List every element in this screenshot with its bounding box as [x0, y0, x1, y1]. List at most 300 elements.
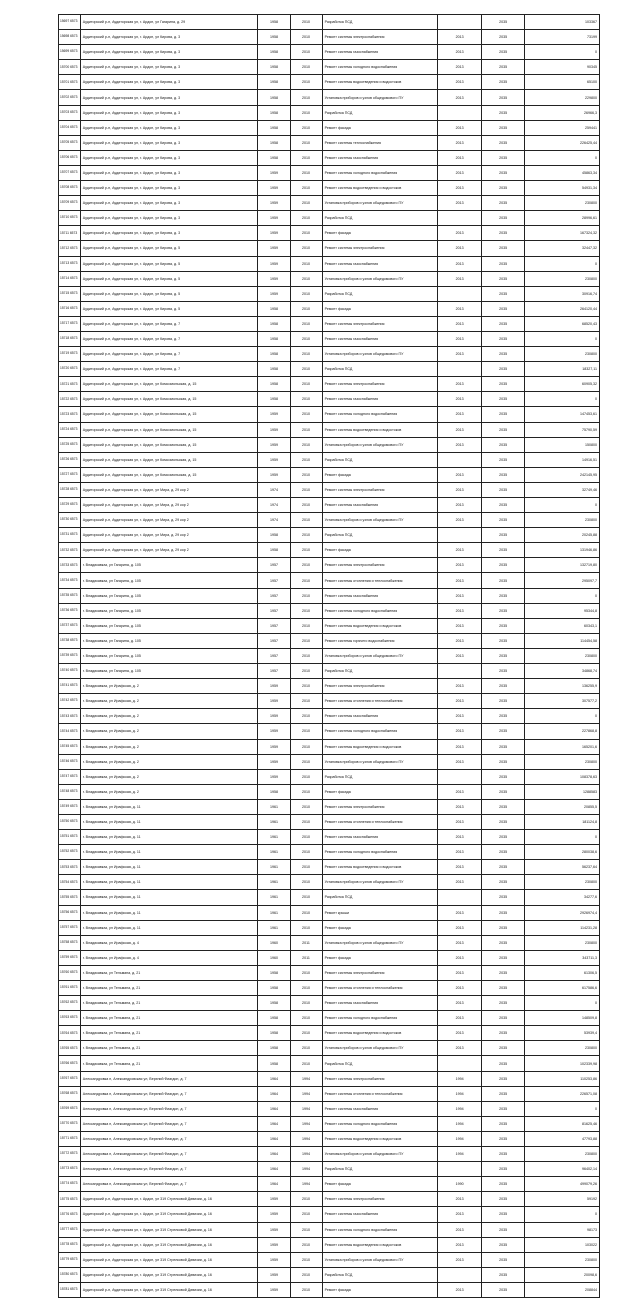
table-row: [59, 1222, 600, 1237]
cell-period-end: 2035: [481, 588, 525, 603]
cell-period-end: 2035: [481, 241, 525, 256]
cell-record-id: 15760 6573: [59, 965, 81, 980]
cell-period-start: 2013: [438, 407, 482, 422]
cell-period-end: 2035: [481, 105, 525, 120]
cell-last-repair-year: 2010: [290, 105, 322, 120]
cell-work-type: Ремонт фасада: [322, 1177, 438, 1192]
cell-period-start: [438, 1267, 482, 1282]
cell-cost: 60343,1: [525, 618, 600, 633]
cell-cost: 61306,5: [525, 965, 600, 980]
cell-work-type: Ремонт системы электроснабжения: [322, 482, 438, 497]
cell-period-end: 2035: [481, 1252, 525, 1267]
cell-build-year: 1961: [258, 875, 290, 890]
cell-address: Аудиторский р-н, Аудиторская ул, г. Ардон, ул 319 Стрелковой Дивизии, д. 16: [80, 1207, 258, 1222]
cell-last-repair-year: 1994: [290, 1162, 322, 1177]
table-row: [59, 150, 600, 165]
table-row: [59, 724, 600, 739]
cell-work-type: Ремонт системы отопления и теплоснабжения: [322, 573, 438, 588]
cell-work-type: Ремонт системы холодного водоснабжения: [322, 407, 438, 422]
cell-period-start: [438, 1162, 482, 1177]
table-row: [59, 875, 600, 890]
cell-period-end: 2035: [481, 694, 525, 709]
cell-cost: 0: [525, 392, 600, 407]
table-row: [59, 498, 600, 513]
cell-work-type: Разработка ПСД: [322, 890, 438, 905]
cell-address: Аудиторский р-н, Аудиторская ул, г. Ардон, ул Кирова, д. 5: [80, 301, 258, 316]
cell-address: Аудиторский р-н, Аудиторская ул, г. Ардон, ул Мира, д. 29 кор 2: [80, 498, 258, 513]
table-row: [59, 75, 600, 90]
cell-work-type: Ремонт системы газоснабжения: [322, 996, 438, 1011]
cell-period-start: 2013: [438, 347, 482, 362]
table-row: [59, 739, 600, 754]
cell-work-type: Ремонт системы электроснабжения: [322, 799, 438, 814]
table-row: [59, 528, 600, 543]
cell-period-start: 2013: [438, 256, 482, 271]
cell-work-type: Ремонт системы холодного водоснабжения: [322, 603, 438, 618]
cell-address: Аудиторский р-н, Аудиторская ул, г. Ардон, ул Комсомольская, д. 15: [80, 467, 258, 482]
cell-period-start: 2013: [438, 860, 482, 875]
cell-build-year: 1958: [258, 15, 290, 30]
cell-period-end: 2035: [481, 1116, 525, 1131]
cell-period-start: 2013: [438, 241, 482, 256]
cell-period-start: 2013: [438, 165, 482, 180]
cell-record-id: 15743 6573: [59, 709, 81, 724]
cell-address: Аудиторский р-н, Аудиторская ул, г. Ардон, ул Комсомольская, д. 15: [80, 392, 258, 407]
cell-record-id: 15740 6573: [59, 664, 81, 679]
cell-period-end: 2035: [481, 467, 525, 482]
cell-period-end: 2035: [481, 875, 525, 890]
cell-record-id: 15741 6573: [59, 679, 81, 694]
cell-record-id: 15776 6573: [59, 1207, 81, 1222]
table-row: [59, 1267, 600, 1282]
cell-cost: 0: [525, 830, 600, 845]
cell-period-end: 2035: [481, 633, 525, 648]
cell-last-repair-year: 1994: [290, 1131, 322, 1146]
cell-period-end: 2035: [481, 769, 525, 784]
cell-period-start: 2013: [438, 120, 482, 135]
cell-last-repair-year: 2010: [290, 286, 322, 301]
cell-cost: 30916,74: [525, 286, 600, 301]
cell-cost: 81625,46: [525, 1116, 600, 1131]
cell-last-repair-year: 2010: [290, 347, 322, 362]
table-row: [59, 965, 600, 980]
cell-address: г. Владикавказ, ул Ирафская, д. 2: [80, 709, 258, 724]
table-row: [59, 814, 600, 829]
cell-build-year: 1957: [258, 573, 290, 588]
cell-last-repair-year: 2010: [290, 135, 322, 150]
cell-last-repair-year: 2010: [290, 120, 322, 135]
cell-last-repair-year: 2010: [290, 664, 322, 679]
cell-cost: 110253,86: [525, 1071, 600, 1086]
cell-cost: 47793,88: [525, 1131, 600, 1146]
cell-last-repair-year: 2010: [290, 618, 322, 633]
cell-period-end: 2035: [481, 648, 525, 663]
cell-last-repair-year: 2010: [290, 996, 322, 1011]
capital-repair-table-page: [58, 14, 600, 1298]
cell-period-end: 2035: [481, 513, 525, 528]
cell-period-start: [438, 769, 482, 784]
table-row: [59, 588, 600, 603]
cell-period-end: 2035: [481, 301, 525, 316]
cell-build-year: 1959: [258, 196, 290, 211]
cell-build-year: 1961: [258, 860, 290, 875]
cell-cost: 148509,8: [525, 1011, 600, 1026]
cell-address: г. Владикавказ, ул Гагарина, д. 105: [80, 588, 258, 603]
cell-period-end: 2035: [481, 950, 525, 965]
cell-last-repair-year: 2010: [290, 890, 322, 905]
cell-cost: 0: [525, 150, 600, 165]
table-row: [59, 15, 600, 30]
cell-address: Аудиторский р-н, Аудиторская ул, г. Ардон, ул Кирова, д. 5: [80, 286, 258, 301]
cell-record-id: 15707 6573: [59, 165, 81, 180]
cell-period-start: 2013: [438, 573, 482, 588]
table-row: [59, 362, 600, 377]
cell-cost: 20245,88: [525, 528, 600, 543]
cell-period-start: 2013: [438, 679, 482, 694]
cell-period-start: [438, 362, 482, 377]
cell-build-year: 1959: [258, 226, 290, 241]
table-row: [59, 120, 600, 135]
cell-cost: 167324,32: [525, 226, 600, 241]
cell-address: г. Владикавказ, ул Ирафская, д. 2: [80, 769, 258, 784]
cell-cost: 208844: [525, 1282, 600, 1297]
table-row: [59, 286, 600, 301]
cell-record-id: 15699 6573: [59, 45, 81, 60]
cell-work-type: Установка приборов и узлов общедомового ПУ: [322, 437, 438, 452]
table-row: [59, 1282, 600, 1297]
cell-record-id: 15769 6573: [59, 1101, 81, 1116]
cell-last-repair-year: 1994: [290, 1086, 322, 1101]
cell-work-type: Ремонт фасада: [322, 920, 438, 935]
cell-period-end: 2035: [481, 60, 525, 75]
table-row: [59, 784, 600, 799]
cell-cost: 0: [525, 709, 600, 724]
cell-cost: 230800: [525, 648, 600, 663]
cell-cost: 343711,3: [525, 950, 600, 965]
table-row: [59, 603, 600, 618]
table-row: [59, 769, 600, 784]
cell-period-end: 2035: [481, 377, 525, 392]
cell-address: Аудиторский р-н, Аудиторская ул, г. Ардон, ул Мира, д. 29 кор 2: [80, 482, 258, 497]
cell-build-year: 1958: [258, 135, 290, 150]
cell-period-end: 2035: [481, 75, 525, 90]
cell-period-end: 2035: [481, 316, 525, 331]
cell-work-type: Разработка ПСД: [322, 286, 438, 301]
cell-build-year: 1959: [258, 437, 290, 452]
cell-record-id: 15748 6573: [59, 784, 81, 799]
cell-record-id: 15759 6573: [59, 950, 81, 965]
cell-record-id: 15712 6573: [59, 241, 81, 256]
cell-record-id: 15725 6573: [59, 437, 81, 452]
cell-period-end: 2035: [481, 1071, 525, 1086]
table-row: [59, 30, 600, 45]
cell-build-year: 1959: [258, 1282, 290, 1297]
cell-address: г. Владикавказ, ул Ирафская, д. 11: [80, 920, 258, 935]
cell-period-end: 2035: [481, 618, 525, 633]
cell-address: г. Владикавказ, ул Гагарина, д. 105: [80, 648, 258, 663]
cell-build-year: 1957: [258, 618, 290, 633]
cell-last-repair-year: 2010: [290, 1237, 322, 1252]
cell-build-year: 1958: [258, 120, 290, 135]
cell-record-id: 15708 6573: [59, 181, 81, 196]
cell-period-start: 1994: [438, 1116, 482, 1131]
cell-last-repair-year: 2010: [290, 211, 322, 226]
cell-work-type: Ремонт системы электроснабжения: [322, 558, 438, 573]
cell-period-start: 2013: [438, 603, 482, 618]
cell-build-year: 1957: [258, 648, 290, 663]
cell-record-id: 15739 6573: [59, 648, 81, 663]
cell-work-type: Ремонт системы газоснабжения: [322, 498, 438, 513]
cell-build-year: 1958: [258, 543, 290, 558]
table-row: [59, 679, 600, 694]
cell-cost: 226571,08: [525, 1086, 600, 1101]
cell-period-start: 2013: [438, 196, 482, 211]
table-row: [59, 845, 600, 860]
cell-work-type: Ремонт системы электроснабжения: [322, 241, 438, 256]
cell-period-start: 2013: [438, 784, 482, 799]
cell-record-id: 15754 6573: [59, 875, 81, 890]
table-row: [59, 920, 600, 935]
cell-cost: 165201,6: [525, 739, 600, 754]
cell-last-repair-year: 2010: [290, 165, 322, 180]
table-row: [59, 331, 600, 346]
cell-record-id: 15758 6573: [59, 935, 81, 950]
cell-work-type: Ремонт системы электроснабжения: [322, 679, 438, 694]
table-row: [59, 60, 600, 75]
cell-period-end: 2035: [481, 422, 525, 437]
table-row: [59, 452, 600, 467]
cell-last-repair-year: 2010: [290, 196, 322, 211]
cell-record-id: 15730 6573: [59, 513, 81, 528]
cell-cost: 60905,32: [525, 377, 600, 392]
cell-period-end: 2035: [481, 724, 525, 739]
cell-record-id: 15755 6573: [59, 890, 81, 905]
cell-period-start: 2013: [438, 150, 482, 165]
cell-last-repair-year: 2010: [290, 845, 322, 860]
table-row: [59, 950, 600, 965]
cell-period-end: 2035: [481, 1207, 525, 1222]
cell-period-start: 2013: [438, 467, 482, 482]
cell-last-repair-year: 2010: [290, 150, 322, 165]
cell-last-repair-year: 2010: [290, 271, 322, 286]
cell-cost: 147453,61: [525, 407, 600, 422]
cell-address: Аудиторский р-н, Аудиторская ул, г. Ардон, ул Комсомольская, д. 15: [80, 452, 258, 467]
cell-last-repair-year: 2010: [290, 362, 322, 377]
cell-period-end: 2035: [481, 1101, 525, 1116]
cell-period-start: 2013: [438, 181, 482, 196]
cell-build-year: 1958: [258, 301, 290, 316]
cell-address: г. Владикавказ, ул Тельмана, д. 21: [80, 1041, 258, 1056]
cell-period-start: [438, 286, 482, 301]
cell-cost: 227868,8: [525, 724, 600, 739]
cell-address: Аудиторский р-н, Аудиторская ул, г. Ардон, ул 319 Стрелковой Дивизии, д. 16: [80, 1252, 258, 1267]
cell-cost: 230800: [525, 1041, 600, 1056]
cell-last-repair-year: 2010: [290, 981, 322, 996]
cell-record-id: 15778 6573: [59, 1237, 81, 1252]
cell-address: Аудиторский р-н, Аудиторская ул, г. Ардон, ул Гагарина, д. 29: [80, 15, 258, 30]
cell-cost: 95344,8: [525, 603, 600, 618]
cell-work-type: Установка приборов и узлов общедомового ПУ: [322, 271, 438, 286]
cell-period-start: 2013: [438, 45, 482, 60]
cell-build-year: 1961: [258, 890, 290, 905]
table-row: [59, 799, 600, 814]
table-row: [59, 1131, 600, 1146]
cell-period-start: 2013: [438, 588, 482, 603]
cell-cost: 242145,95: [525, 467, 600, 482]
cell-period-end: 2035: [481, 135, 525, 150]
cell-work-type: Ремонт фасада: [322, 120, 438, 135]
cell-cost: 0: [525, 588, 600, 603]
cell-period-end: 2035: [481, 603, 525, 618]
table-body: [59, 15, 600, 1298]
cell-address: Аудиторский р-н, Аудиторская ул, г. Ардон, ул Кирова, д. 5: [80, 241, 258, 256]
cell-build-year: 1957: [258, 633, 290, 648]
cell-work-type: Ремонт системы водоотведения и водостоков: [322, 618, 438, 633]
cell-period-end: 2035: [481, 860, 525, 875]
cell-cost: 114454,58: [525, 633, 600, 648]
cell-work-type: Установка приборов и узлов общедомового ПУ: [322, 648, 438, 663]
cell-record-id: 15766 6573: [59, 1056, 81, 1071]
cell-period-start: 2013: [438, 1192, 482, 1207]
table-row: [59, 694, 600, 709]
table-row: [59, 377, 600, 392]
table-row: [59, 211, 600, 226]
cell-period-start: 2013: [438, 981, 482, 996]
cell-period-end: 2035: [481, 165, 525, 180]
cell-last-repair-year: 2010: [290, 648, 322, 663]
cell-build-year: 1959: [258, 1267, 290, 1282]
cell-period-start: 2013: [438, 482, 482, 497]
cell-build-year: 1959: [258, 422, 290, 437]
cell-address: Аудиторский р-н, Аудиторская ул, г. Ардон, ул Кирова, д. 7: [80, 347, 258, 362]
cell-address: г. Владикавказ, ул Ирафская, д. 11: [80, 875, 258, 890]
cell-work-type: Разработка ПСД: [322, 452, 438, 467]
cell-work-type: Разработка ПСД: [322, 1162, 438, 1177]
cell-build-year: 1958: [258, 377, 290, 392]
cell-address: Аудиторский р-н, Аудиторская ул, г. Ардон, ул Кирова, д. 7: [80, 331, 258, 346]
cell-period-start: 2013: [438, 724, 482, 739]
cell-address: г. Владикавказ, ул Гагарина, д. 105: [80, 633, 258, 648]
cell-address: Александровка п, Александровская ул, Верхний Фиагдон, д. 7: [80, 1147, 258, 1162]
cell-period-start: 1994: [438, 1101, 482, 1116]
cell-period-start: 2013: [438, 633, 482, 648]
cell-record-id: 15705 6573: [59, 135, 81, 150]
cell-address: Аудиторский р-н, Аудиторская ул, г. Ардон, ул Кирова, д. 3: [80, 90, 258, 105]
table-row: [59, 1237, 600, 1252]
cell-last-repair-year: 2010: [290, 1011, 322, 1026]
cell-period-start: 2013: [438, 739, 482, 754]
cell-period-start: 2013: [438, 90, 482, 105]
cell-period-start: 2013: [438, 1026, 482, 1041]
cell-build-year: 1959: [258, 407, 290, 422]
cell-build-year: 1974: [258, 482, 290, 497]
cell-period-end: 2035: [481, 150, 525, 165]
cell-work-type: Разработка ПСД: [322, 664, 438, 679]
cell-work-type: Ремонт системы газоснабжения: [322, 1101, 438, 1116]
cell-address: г. Владикавказ, ул Тельмана, д. 21: [80, 981, 258, 996]
cell-work-type: Ремонт системы холодного водоснабжения: [322, 165, 438, 180]
table-row: [59, 709, 600, 724]
cell-period-end: 2035: [481, 845, 525, 860]
table-row: [59, 573, 600, 588]
cell-record-id: 15733 6573: [59, 558, 81, 573]
cell-build-year: 1959: [258, 256, 290, 271]
cell-cost: 73199: [525, 30, 600, 45]
cell-work-type: Ремонт системы холодного водоснабжения: [322, 724, 438, 739]
cell-cost: 0: [525, 331, 600, 346]
cell-record-id: 15751 6573: [59, 830, 81, 845]
cell-cost: 617586,6: [525, 981, 600, 996]
cell-work-type: Ремонт системы водоотведения и водостоков: [322, 1026, 438, 1041]
cell-period-start: 1994: [438, 1071, 482, 1086]
cell-work-type: Ремонт системы отопления и теплоснабжения: [322, 694, 438, 709]
cell-address: Аудиторский р-н, Аудиторская ул, г. Ардон, ул Кирова, д. 3: [80, 45, 258, 60]
cell-cost: 230800: [525, 1252, 600, 1267]
cell-build-year: 1959: [258, 181, 290, 196]
cell-last-repair-year: 2010: [290, 784, 322, 799]
cell-last-repair-year: 2010: [290, 241, 322, 256]
cell-work-type: Ремонт системы отопления и теплоснабжения: [322, 814, 438, 829]
table-row: [59, 467, 600, 482]
cell-address: Аудиторский р-н, Аудиторская ул, г. Ардон, ул Кирова, д. 3: [80, 60, 258, 75]
cell-last-repair-year: 2010: [290, 543, 322, 558]
cell-last-repair-year: 2010: [290, 633, 322, 648]
cell-work-type: Ремонт системы водоотведения и водостоков: [322, 739, 438, 754]
table-row: [59, 1011, 600, 1026]
cell-last-repair-year: 1994: [290, 1177, 322, 1192]
cell-work-type: Ремонт крыши: [322, 905, 438, 920]
cell-build-year: 1958: [258, 1056, 290, 1071]
cell-period-start: 2013: [438, 331, 482, 346]
cell-address: г. Владикавказ, ул Ирафская, д. 2: [80, 739, 258, 754]
cell-period-end: 2035: [481, 573, 525, 588]
cell-cost: 103022: [525, 1237, 600, 1252]
cell-work-type: Установка приборов и узлов общедомового ПУ: [322, 1041, 438, 1056]
cell-work-type: Разработка ПСД: [322, 211, 438, 226]
cell-build-year: 1958: [258, 392, 290, 407]
cell-build-year: 1959: [258, 769, 290, 784]
cell-period-end: 2035: [481, 482, 525, 497]
cell-period-start: 2013: [438, 271, 482, 286]
cell-period-end: 2035: [481, 1177, 525, 1192]
cell-work-type: Ремонт системы водоотведения и водостоков: [322, 181, 438, 196]
cell-period-start: 1994: [438, 1086, 482, 1101]
cell-last-repair-year: 2010: [290, 814, 322, 829]
cell-last-repair-year: 2010: [290, 965, 322, 980]
cell-last-repair-year: 2010: [290, 90, 322, 105]
cell-period-start: [438, 1056, 482, 1071]
cell-record-id: 15727 6573: [59, 467, 81, 482]
cell-build-year: 1958: [258, 45, 290, 60]
cell-work-type: Ремонт фасада: [322, 467, 438, 482]
cell-period-start: 1990: [438, 1177, 482, 1192]
cell-period-end: 2035: [481, 709, 525, 724]
cell-build-year: 1958: [258, 90, 290, 105]
cell-build-year: 1961: [258, 905, 290, 920]
cell-period-start: 2013: [438, 1207, 482, 1222]
table-row: [59, 830, 600, 845]
table-row: [59, 754, 600, 769]
cell-record-id: 15736 6573: [59, 603, 81, 618]
cell-period-start: 2013: [438, 226, 482, 241]
cell-address: г. Владикавказ, ул Гагарина, д. 105: [80, 558, 258, 573]
cell-address: Аудиторский р-н, Аудиторская ул, г. Ардон, ул Комсомольская, д. 15: [80, 437, 258, 452]
cell-period-start: [438, 890, 482, 905]
cell-period-start: 2013: [438, 60, 482, 75]
cell-last-repair-year: 2010: [290, 1282, 322, 1297]
cell-period-end: 2035: [481, 1282, 525, 1297]
cell-period-end: 2035: [481, 799, 525, 814]
